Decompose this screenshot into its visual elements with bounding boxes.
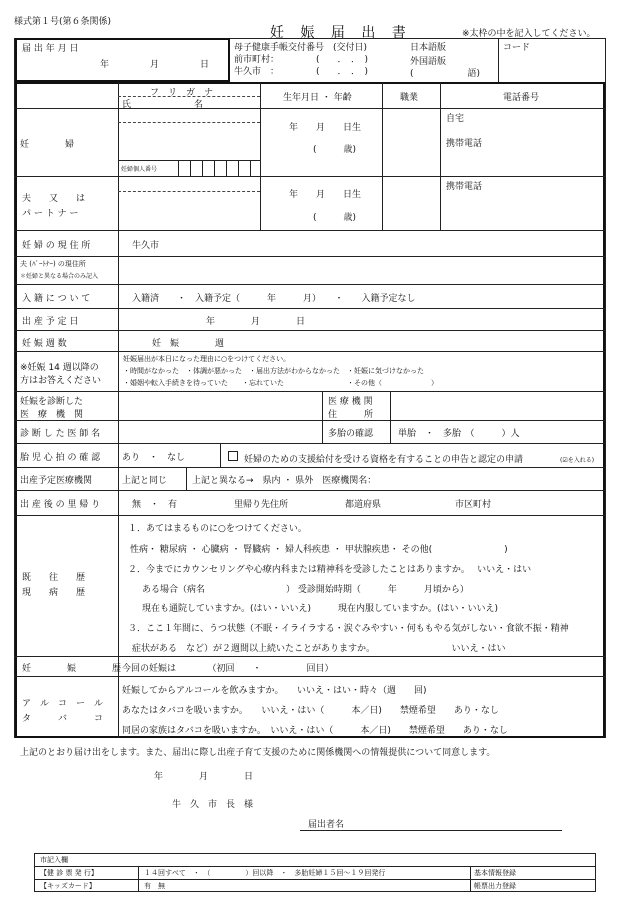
history-line-7[interactable]: 症状がある など）が２週間以上続いたことがありますか。 いいえ・はい [132,644,506,654]
boshi-label: 母子健康手帳交付番号 (交付日) [234,43,368,53]
support-note: (☑を入れる) [560,457,595,464]
code-label: コード [503,43,531,53]
tobacco-label: タ バ コ [22,714,104,724]
pregnancy-history-value[interactable]: 今回の妊娠は （初回 ・ 回目） [122,664,334,674]
alcohol-question[interactable]: 妊娠してからアルコールを飲みますか。 いいえ・はい・時々（週 回) [122,686,427,696]
city-ward-label: 市区町村 [455,500,492,510]
reason-label-1: ※妊娠 14 週以降の [20,363,99,373]
reason-line-1: 妊娠届出が本日になった理由に○をつけてください。 [123,355,291,363]
koseki-label: 入 籍 に つ い て [22,294,91,304]
alcohol-label: ア ル コ ー ル [22,699,104,709]
mayor-address: 牛 久 市 長 様 [172,800,254,810]
homecoming-label: 出 産 後 の 里 帰 り [20,500,101,510]
form-number: 様式第１号(第６条関係) [14,17,112,27]
partner-label-1: 夫 又 は [22,194,86,204]
history-line-4[interactable]: ある場合（病名 ） 受診開始時期（ 年 月頃から） [142,585,469,595]
pregnant-home-phone[interactable]: 自宅 [446,114,465,124]
partner-label-2: パ ー ト ナ ー [22,209,79,219]
koseki-options[interactable]: 入籍済 ・ 入籍予定（ 年 月） ・ 入籍予定なし [132,294,416,304]
history-label-2: 現 病 歴 [22,588,86,598]
due-date-value[interactable]: 年 月 日 [206,317,306,327]
basic-info-label: 基本情報登録 [474,869,516,877]
clinic-label-1: 妊娠を診断した [20,397,84,407]
due-date-label: 出 産 予 定 日 [22,317,79,327]
date-day-label: 日 [200,60,210,70]
history-line-2[interactable]: 性病・ 糖尿病 ・ 心臓病 ・ 腎臓病 ・ 婦人科疾患 ・ 甲状腺疾患・ その他( ) [130,545,508,555]
address-value[interactable]: 牛久市 [132,241,160,251]
plan-same[interactable]: 上記と同じ [122,476,168,486]
reason-line-2[interactable]: ・時間がなかった ・体調が悪かった ・届出方法がわからなかった ・妊娠に気づけなかった [123,367,424,375]
name-label: 氏 名 [122,100,204,110]
reason-line-3[interactable]: ・婚姻や転入手続きを待っていた ・忘れていた ・その他（ ） [123,379,438,387]
my-number-label: 妊婦個人番号 [121,166,158,173]
multi-options[interactable]: 単胎 ・ 多胎 （ ）人 [398,429,520,439]
weeks-label: 妊 娠 週 数 [22,339,67,349]
furigana-label: フ リ ガ ナ [150,88,214,98]
history-line-6[interactable]: ３．ここ１年間に、うつ状態（不眠・イライラする・涙ぐみやすい・何ももやる気がしない・食欲不振・精神 [128,624,569,634]
language-field[interactable]: ( 語) [410,69,481,79]
city-label: 牛久市 ： [234,67,280,77]
support-checkbox[interactable] [228,451,238,461]
consent-text: 上記のとおり届け出をします。また、届出に際し出産子育て支援のために関係機関への情報提供について同意します。 [20,748,496,758]
job-header: 職業 [400,93,419,103]
prev-city-date[interactable]: ( ． ． ) [316,55,369,65]
instruction-note: ※太枠の中を記入してください。 [462,29,596,39]
prev-city-label: 前市町村： [234,55,280,65]
pregnancy-history-label: 妊 娠 歴 [22,664,122,674]
partner-birthdate[interactable]: 年 月 日生 [289,190,362,200]
pregnant-mobile[interactable]: 携帯電話 [446,139,483,149]
birth-header: 生年月日 ・ 年齢 [283,93,352,103]
heartbeat-options[interactable]: あり ・ なし [122,453,186,463]
pregnant-age[interactable]: ( 歳) [313,145,357,155]
pregnant-label: 妊 婦 [20,140,75,150]
prefecture-label: 都道府県 [345,500,382,510]
multi-label: 多胎の確認 [328,429,374,439]
kenshin-options[interactable]: １４回すべて ・ （ ）回以降 ・ 多胎妊婦１５回～１９回発行 [144,869,386,877]
main-entry-box [15,82,605,738]
pregnant-birthdate[interactable]: 年 月 日生 [289,123,362,133]
partner-address-label: 夫 (ﾊﾟｰﾄﾅｰ) の現住所 [20,260,86,268]
tobacco-question[interactable]: あなたはタバコを吸いますか。 いいえ・はい（ 本／日) 禁煙希望 あり・なし [122,706,499,716]
address-label: 妊 婦 の 現 住 所 [22,241,91,251]
date-month-label: 月 [150,60,160,70]
consent-date[interactable]: 年 月 日 [154,772,254,782]
office-title: 市記入欄 [40,856,68,864]
heartbeat-label: 胎 児 心 拍 の 確 認 [20,453,101,463]
history-label-1: 既 往 歴 [22,573,86,583]
homecoming-address-label: 里帰り先住所 [234,500,289,510]
weeks-value[interactable]: 妊 娠 週 [152,339,225,349]
plan-hospital-label: 出産予定医療機関 [20,476,93,486]
kids-card-label: 【キッズカード】 [40,882,96,890]
kenshin-label: 【健 診 票 発 行】 [40,869,98,877]
history-line-1: １．あてはまるものに○をつけてください。 [128,524,307,534]
partner-address-note: ＊妊婦と異なる場合のみ記入 [20,273,99,280]
history-line-5[interactable]: 現在も通院していますか。(はい・いいえ) 現在内服していますか。(はい・いいえ) [142,604,499,614]
clinic-address-label-2: 住 所 [328,410,374,420]
kids-card-options[interactable]: 有 無 [144,882,165,890]
date-year-label: 年 [100,60,110,70]
foreign-version[interactable]: 外国語版 [410,57,447,67]
applicant-label: 届出者名 [308,820,345,830]
city-date[interactable]: ( ． ． ) [316,67,369,77]
clinic-address-label-1: 医 療 機 関 [328,397,373,407]
ledger-label: 帳票出力登録 [474,882,516,890]
history-line-3[interactable]: ２．今までにカウンセリングや心療内科または精神科を受診したことはありますか。 いいえ・はい [128,565,532,575]
submission-date-label: 届 出 年 月 日 [22,44,79,54]
reason-label-2: 方はお答えください [20,376,102,386]
clinic-label-2: 医 療 機 関 [20,410,84,420]
plan-different[interactable]: 上記と異なる→ 県内 ・ 県外 医療機関名： [192,476,377,486]
partner-mobile[interactable]: 携帯電話 [446,182,483,192]
support-text: 妊婦のための支援給付を受ける資格を有することの申告と認定の申請 [244,455,524,465]
family-tobacco-question[interactable]: 同居の家族はタバコを吸いますか。 いいえ・はい（ 本／日) 禁煙希望 あり・なし [122,726,508,736]
doctor-label: 診 断 し た 医 師 名 [20,429,101,439]
phone-header: 電話番号 [503,93,540,103]
page-title: 妊 娠 届 出 書 [270,25,412,41]
jp-version[interactable]: 日本語版 [410,43,447,53]
partner-age[interactable]: ( 歳) [313,213,357,223]
homecoming-options[interactable]: 無 ・ 有 [132,500,178,510]
